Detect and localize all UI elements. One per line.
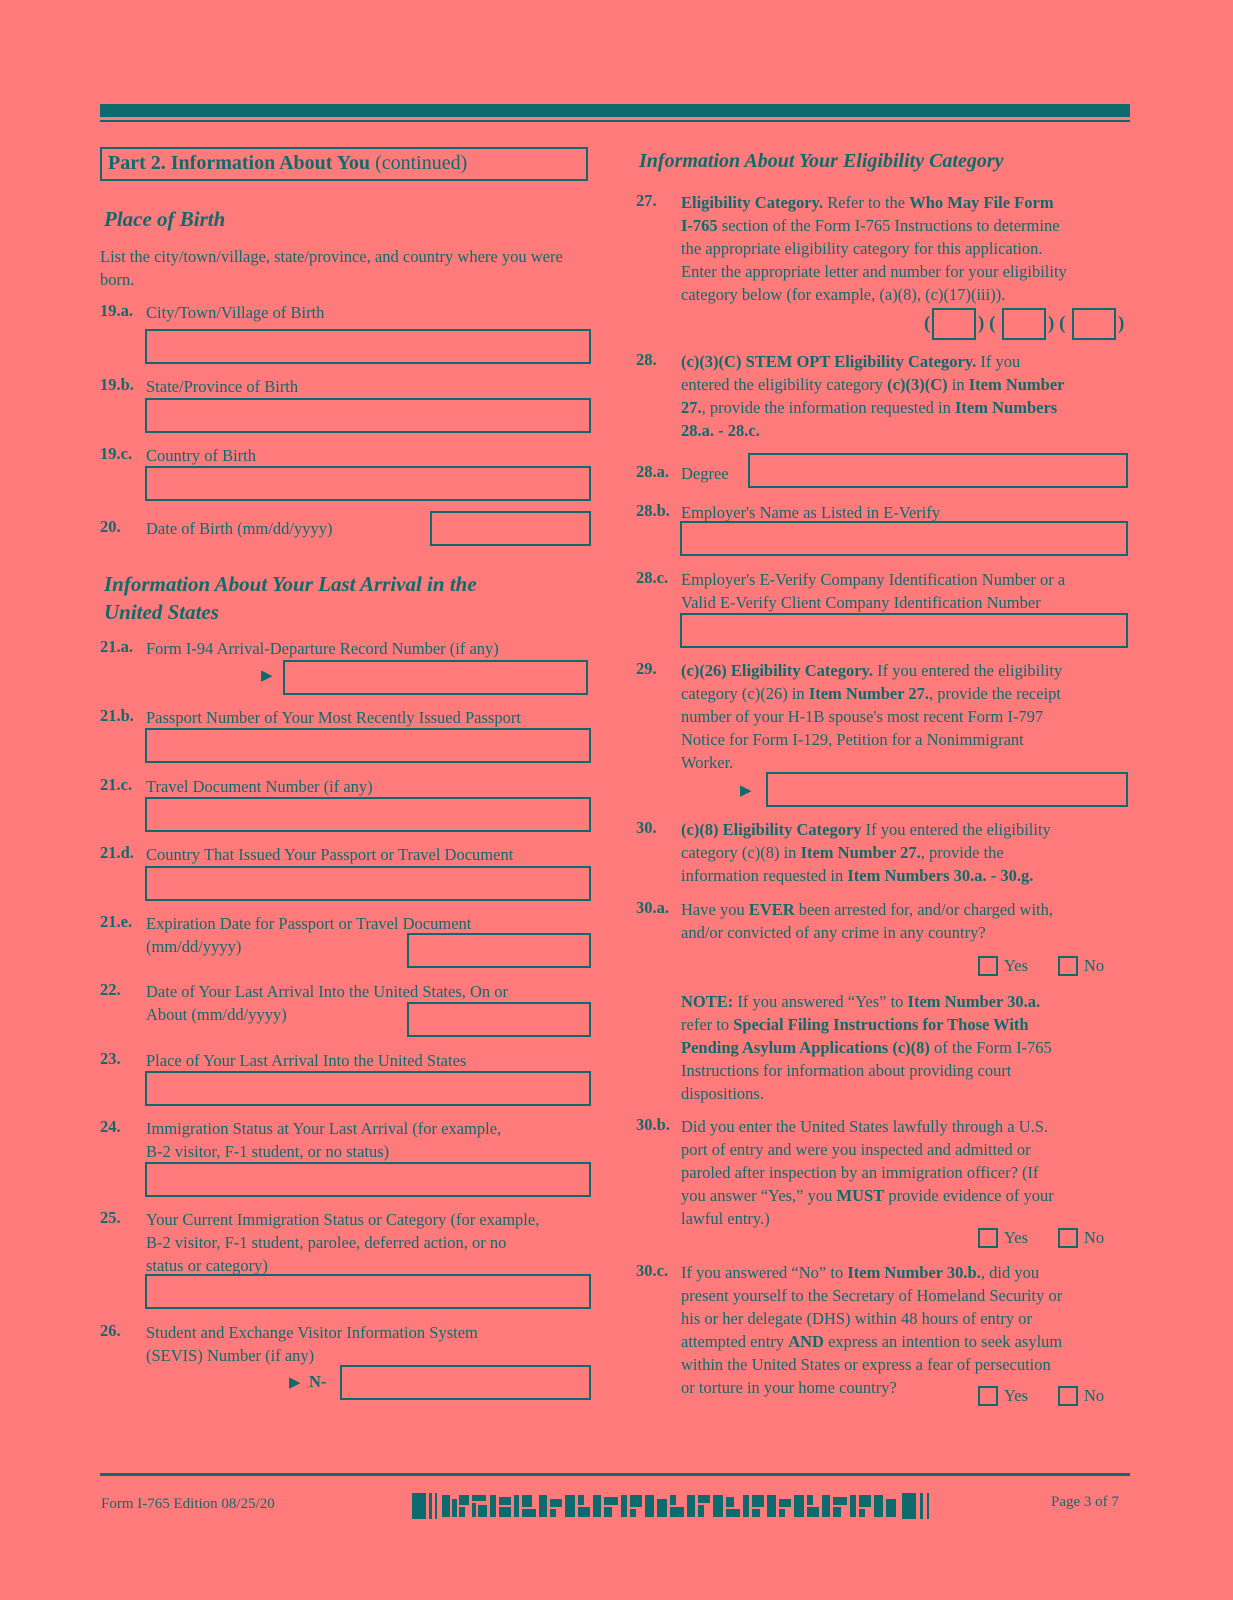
q30c-no-option[interactable]: No (1058, 1385, 1104, 1406)
country-of-birth-field[interactable] (145, 466, 591, 501)
q28b-number: 28.b. (636, 501, 670, 520)
q21a-number: 21.a. (100, 637, 133, 656)
header-rule (100, 120, 1130, 122)
date-of-birth-field[interactable] (430, 511, 591, 546)
barcode-icon (412, 1493, 945, 1519)
q30c-yes-checkbox[interactable] (978, 1386, 998, 1406)
arrow-icon: ▶ (289, 1375, 301, 1391)
q30a-no-checkbox[interactable] (1058, 956, 1078, 976)
q30a-text: Have you EVER been arrested for, and/or charged with, and/or convicted of any crime in any country? (681, 900, 1054, 942)
paren-close: ) (1118, 313, 1125, 334)
q23-label: Place of Your Last Arrival Into the United States (146, 1051, 467, 1070)
status-at-arrival-field[interactable] (145, 1162, 591, 1197)
q21b-label: Passport Number of Your Most Recently Issued Passport (146, 708, 521, 727)
q28-text: (c)(3)(C) STEM OPT Eligibility Category. If you entered the eligibility category (c)(3)(C) in Item Number 27., provide the information requested in Item Numbers 28.a. - 28.c. (681, 352, 1065, 440)
q21c-label: Travel Document Number (if any) (146, 777, 373, 796)
city-of-birth-field[interactable] (145, 329, 591, 364)
section-place-of-birth: Place of Birth (104, 207, 226, 231)
q30b-yes-checkbox[interactable] (978, 1228, 998, 1248)
q30b-number: 30.b. (636, 1115, 670, 1134)
q24-number: 24. (100, 1117, 121, 1136)
q26-number: 26. (100, 1321, 121, 1340)
i94-number-field[interactable] (283, 660, 588, 695)
travel-document-field[interactable] (145, 797, 591, 832)
q22-label: Date of Your Last Arrival Into the United States, On or About (mm/dd/yyyy) (146, 982, 509, 1024)
q30c-yes-option[interactable]: Yes (978, 1385, 1028, 1406)
q30c-number: 30.c. (636, 1261, 669, 1280)
issuing-country-field[interactable] (145, 866, 591, 901)
q30b-no-checkbox[interactable] (1058, 1228, 1078, 1248)
passport-expiration-field[interactable] (407, 933, 591, 968)
q28a-number: 28.a. (636, 462, 669, 481)
header-bar (100, 104, 1130, 117)
q23-number: 23. (100, 1049, 121, 1068)
q22-number: 22. (100, 980, 121, 999)
footer-rule (100, 1473, 1130, 1476)
q19a-label: City/Town/Village of Birth (146, 303, 325, 322)
q20-label: Date of Birth (mm/dd/yyyy) (146, 519, 333, 538)
degree-field[interactable] (748, 453, 1128, 488)
q29-number: 29. (636, 659, 657, 678)
q21e-number: 21.e. (100, 912, 133, 931)
part-header: Part 2. Information About You (continued) (100, 147, 588, 181)
q30a-yes-option[interactable]: Yes (978, 955, 1028, 976)
q21d-number: 21.d. (100, 843, 134, 862)
q19a-number: 19.a. (100, 301, 133, 320)
q19b-label: State/Province of Birth (146, 377, 299, 396)
q19b-number: 19.b. (100, 375, 134, 394)
state-of-birth-field[interactable] (145, 398, 591, 433)
q21e-label: Expiration Date for Passport or Travel Document (mm/dd/yyyy) (146, 914, 472, 956)
place-of-birth-intro: List the city/town/village, state/province, and country where you were born. (100, 247, 563, 289)
q30b-yes-option[interactable]: Yes (978, 1227, 1028, 1248)
employer-name-field[interactable] (680, 521, 1128, 556)
q27-text: Eligibility Category. Refer to the Who May File Form I-765 section of the Form I-765 Instructions to determine the appropriate eligibility category for this application. Enter the appropriate letter and number for your eligibility category below (for example, (a)(8), (c)(17)(iii)). (681, 193, 1067, 304)
q26-label: Student and Exchange Visitor Information System (SEVIS) Number (if any) (146, 1323, 478, 1365)
q21a-label: Form I-94 Arrival-Departure Record Number (if any) (146, 639, 499, 658)
q24-label: Immigration Status at Your Last Arrival (for example, B-2 visitor, F-1 student, or no status) (146, 1119, 502, 1161)
current-status-field[interactable] (145, 1274, 591, 1309)
q30a-number: 30.a. (636, 898, 669, 917)
q28c-number: 28.c. (636, 568, 669, 587)
q30a-yes-checkbox[interactable] (978, 956, 998, 976)
q20-number: 20. (100, 517, 121, 536)
q21d-label: Country That Issued Your Passport or Travel Document (146, 845, 514, 864)
sevis-prefix: N- (309, 1372, 327, 1391)
q28b-label: Employer's Name as Listed in E-Verify (681, 503, 941, 522)
arrow-icon: ▶ (740, 783, 752, 799)
paren-open: ( (924, 313, 931, 334)
note-text: NOTE: If you answered “Yes” to Item Number 30.a. refer to Special Filing Instructions for Those With Pending Asylum Applications (c)(8) of the Form I-765 Instructions for information about providing court dispositions. (681, 992, 1052, 1103)
eligibility-subcategory-field[interactable] (1072, 308, 1116, 340)
q21b-number: 21.b. (100, 706, 134, 725)
section-eligibility: Information About Your Eligibility Category (639, 150, 1004, 172)
q30b-text: Did you enter the United States lawfully through a U.S. port of entry and were you inspected and admitted or paroled after inspection by an immigration officer? (If you answer “Yes,” you MUST provide evidence of your lawful entry.) (681, 1117, 1054, 1228)
q28-number: 28. (636, 350, 657, 369)
page-number: Page 3 of 7 (1051, 1494, 1119, 1510)
q25-label: Your Current Immigration Status or Category (for example, B-2 visitor, F-1 student, parolee, deferred action, or no status or category) (146, 1210, 540, 1275)
q19c-number: 19.c. (100, 444, 133, 463)
q30-number: 30. (636, 818, 657, 837)
q30c-no-checkbox[interactable] (1058, 1386, 1078, 1406)
q19c-label: Country of Birth (146, 446, 256, 465)
form-edition: Form I-765 Edition 08/25/20 (101, 1496, 275, 1512)
q30-text: (c)(8) Eligibility Category If you entered the eligibility category (c)(8) in Item Number 27., provide the information requested in Item Numbers 30.a. - 30.g. (681, 820, 1051, 885)
paren-close-open: ) ( (1048, 313, 1066, 334)
sevis-number-field[interactable] (340, 1365, 591, 1400)
q21c-number: 21.c. (100, 775, 133, 794)
arrow-icon: ▶ (261, 668, 273, 684)
q29-text: (c)(26) Eligibility Category. If you entered the eligibility category (c)(26) in Item Number 27., provide the receipt number of your H-1B spouse's most recent Form I-797 Notice for Form I-129, Petition for a Nonimmigrant Worker. (681, 661, 1063, 772)
q28a-label: Degree (681, 464, 729, 483)
q25-number: 25. (100, 1208, 121, 1227)
paren-close-open: ) ( (978, 313, 996, 334)
eligibility-number-field[interactable] (1002, 308, 1046, 340)
q27-number: 27. (636, 191, 657, 210)
eligibility-letter-field[interactable] (932, 308, 976, 340)
passport-number-field[interactable] (145, 728, 591, 763)
q30b-no-option[interactable]: No (1058, 1227, 1104, 1248)
section-last-arrival: Information About Your Last Arrival in the United States (104, 572, 477, 624)
q28c-label: Employer's E-Verify Company Identification Number or a Valid E-Verify Client Company Identification Number (681, 570, 1066, 612)
place-of-arrival-field[interactable] (145, 1071, 591, 1106)
everify-id-field[interactable] (680, 613, 1128, 648)
receipt-number-field[interactable] (766, 772, 1128, 807)
last-arrival-date-field[interactable] (407, 1002, 591, 1037)
q30c-text: If you answered “No” to Item Number 30.b., did you present yourself to the Secretary of Homeland Security or his or her delegate (DHS) within 48 hours of entry or attempted entry AND express an intention to seek asylum within the United States or express a fear of persecution or torture in your home country? (681, 1263, 1063, 1397)
q30a-no-option[interactable]: No (1058, 955, 1104, 976)
